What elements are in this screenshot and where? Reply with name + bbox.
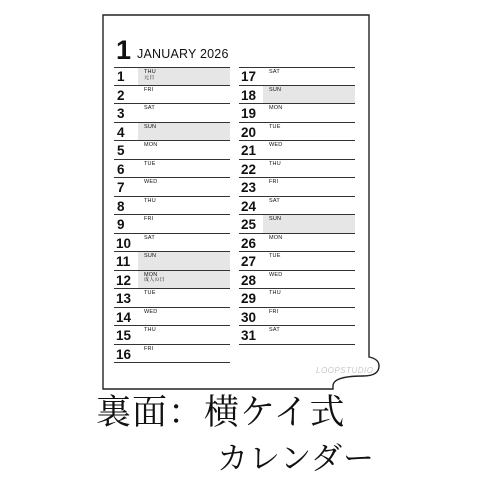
day-row: [239, 104, 355, 123]
month-title: JANUARY 2026: [137, 47, 229, 61]
day-row: [114, 67, 230, 86]
holiday-label: 元日: [144, 74, 155, 81]
weekday-label: FRI: [144, 345, 154, 352]
weekday-label: FRI: [144, 86, 154, 93]
day-number: 11: [116, 254, 131, 269]
weekday-label: WED: [269, 142, 283, 148]
day-weekday: [144, 125, 156, 131]
day-row: [114, 123, 230, 142]
weekday-label: MON: [269, 105, 283, 111]
weekday-label: THU: [144, 197, 156, 204]
day-weekday: [144, 273, 165, 284]
day-number: 22: [241, 161, 257, 177]
day-number: 24: [241, 198, 257, 214]
weekday-label: MON: [144, 142, 158, 148]
weekday-label: SAT: [269, 69, 280, 75]
day-weekday: [144, 88, 153, 94]
day-weekday: [269, 310, 278, 316]
day-row: [114, 178, 230, 197]
weekday-label: TUE: [144, 160, 156, 167]
day-number: 18: [241, 87, 257, 103]
day-weekday: [269, 217, 281, 223]
day-row: [114, 326, 230, 345]
day-number: 12: [116, 272, 132, 288]
weekday-label: THU: [144, 69, 156, 75]
day-number: 10: [116, 235, 132, 251]
day-weekday: [144, 106, 155, 112]
day-number: 5: [117, 143, 125, 158]
weekday-label: TUE: [144, 290, 156, 296]
day-weekday: [269, 125, 281, 131]
weekday-label: WED: [144, 179, 158, 185]
day-row: [114, 252, 230, 271]
day-row: [114, 215, 230, 234]
day-row: [239, 86, 355, 105]
day-number: 23: [241, 180, 257, 195]
weekday-label: FRI: [269, 308, 279, 315]
day-row: [239, 67, 355, 86]
day-row: [239, 141, 355, 160]
day-number: 31: [241, 328, 257, 343]
weekday-label: SUN: [144, 253, 157, 259]
day-weekday: [144, 162, 156, 168]
day-row: [239, 289, 355, 308]
day-number: 6: [117, 161, 125, 177]
calendar-card: [102, 14, 380, 390]
day-row: [114, 104, 230, 123]
day-row: [239, 160, 355, 179]
weekday-label: SUN: [269, 216, 282, 222]
day-number: 13: [116, 291, 132, 306]
holiday-label: 成人の日: [144, 277, 165, 284]
day-number: 25: [241, 217, 257, 232]
weekday-label: TUE: [269, 123, 281, 130]
weekday-label: WED: [144, 308, 158, 315]
day-number: 17: [241, 69, 257, 84]
day-number: 8: [117, 198, 125, 214]
month-number: 1: [116, 35, 132, 65]
day-row: [114, 271, 230, 290]
day-row: [114, 345, 230, 364]
day-weekday: [144, 70, 156, 81]
day-number: 1: [117, 69, 125, 84]
day-weekday: [269, 236, 282, 242]
month-header: [116, 30, 229, 64]
day-row: [114, 141, 230, 160]
weekday-label: SUN: [269, 86, 282, 93]
day-row: [239, 326, 355, 345]
day-weekday: [269, 328, 280, 334]
day-row: [239, 123, 355, 142]
day-weekday: [144, 291, 156, 297]
day-number: 15: [116, 328, 132, 343]
day-weekday: [144, 180, 157, 186]
day-row: [114, 86, 230, 105]
day-number: 2: [117, 87, 125, 103]
day-weekday: [269, 88, 281, 94]
day-number: 30: [241, 309, 257, 325]
day-number: 20: [241, 124, 257, 140]
weekday-label: MON: [144, 271, 158, 278]
weekday-label: SUN: [144, 123, 157, 130]
weekday-label: THU: [269, 160, 281, 167]
day-weekday: [144, 310, 157, 316]
day-row: [239, 197, 355, 216]
day-row: [114, 308, 230, 327]
day-row: [114, 160, 230, 179]
weekday-label: TUE: [269, 253, 281, 259]
day-weekday: [269, 106, 282, 112]
day-weekday: [269, 254, 281, 260]
weekday-label: SAT: [269, 327, 280, 333]
day-number: 29: [241, 291, 257, 306]
day-weekday: [144, 236, 155, 242]
day-number: 4: [117, 124, 125, 140]
day-number: 27: [241, 254, 257, 269]
day-column-right: [239, 67, 355, 345]
weekday-label: FRI: [269, 179, 279, 185]
day-row: [239, 178, 355, 197]
weekday-label: THU: [269, 290, 281, 296]
day-number: 26: [241, 235, 257, 251]
day-weekday: [269, 162, 281, 168]
day-number: 28: [241, 272, 257, 288]
day-weekday: [269, 199, 280, 205]
day-weekday: [269, 291, 281, 297]
weekday-label: THU: [144, 327, 156, 333]
day-number: 16: [116, 346, 132, 362]
day-row: [239, 215, 355, 234]
day-number: 19: [241, 106, 257, 121]
day-number: 3: [117, 106, 125, 121]
weekday-label: WED: [269, 271, 283, 278]
day-column-left: [114, 67, 230, 363]
day-weekday: [144, 143, 157, 149]
day-weekday: [269, 180, 278, 186]
day-row: [114, 289, 230, 308]
day-weekday: [144, 347, 153, 353]
caption-line-2: カレンダー: [217, 441, 375, 477]
day-weekday: [144, 328, 156, 334]
day-weekday: [269, 143, 282, 149]
weekday-label: SAT: [269, 197, 280, 204]
day-row: [239, 271, 355, 290]
weekday-label: SAT: [144, 105, 155, 111]
day-weekday: [269, 273, 282, 279]
day-row: [239, 308, 355, 327]
day-row: [239, 234, 355, 253]
day-row: [114, 197, 230, 216]
watermark: LOOPSTUDIO: [316, 366, 374, 375]
day-row: [239, 252, 355, 271]
day-weekday: [144, 217, 153, 223]
weekday-label: MON: [269, 234, 283, 241]
caption-line-1: 裏面：横ケイ式: [96, 393, 346, 433]
day-number: 14: [116, 309, 132, 325]
day-weekday: [269, 70, 280, 76]
day-weekday: [144, 199, 156, 205]
day-number: 7: [117, 180, 125, 195]
weekday-label: SAT: [144, 234, 155, 241]
weekday-label: FRI: [144, 216, 154, 222]
day-number: 21: [241, 143, 257, 158]
day-number: 9: [117, 217, 125, 232]
day-weekday: [144, 254, 156, 260]
day-row: [114, 234, 230, 253]
